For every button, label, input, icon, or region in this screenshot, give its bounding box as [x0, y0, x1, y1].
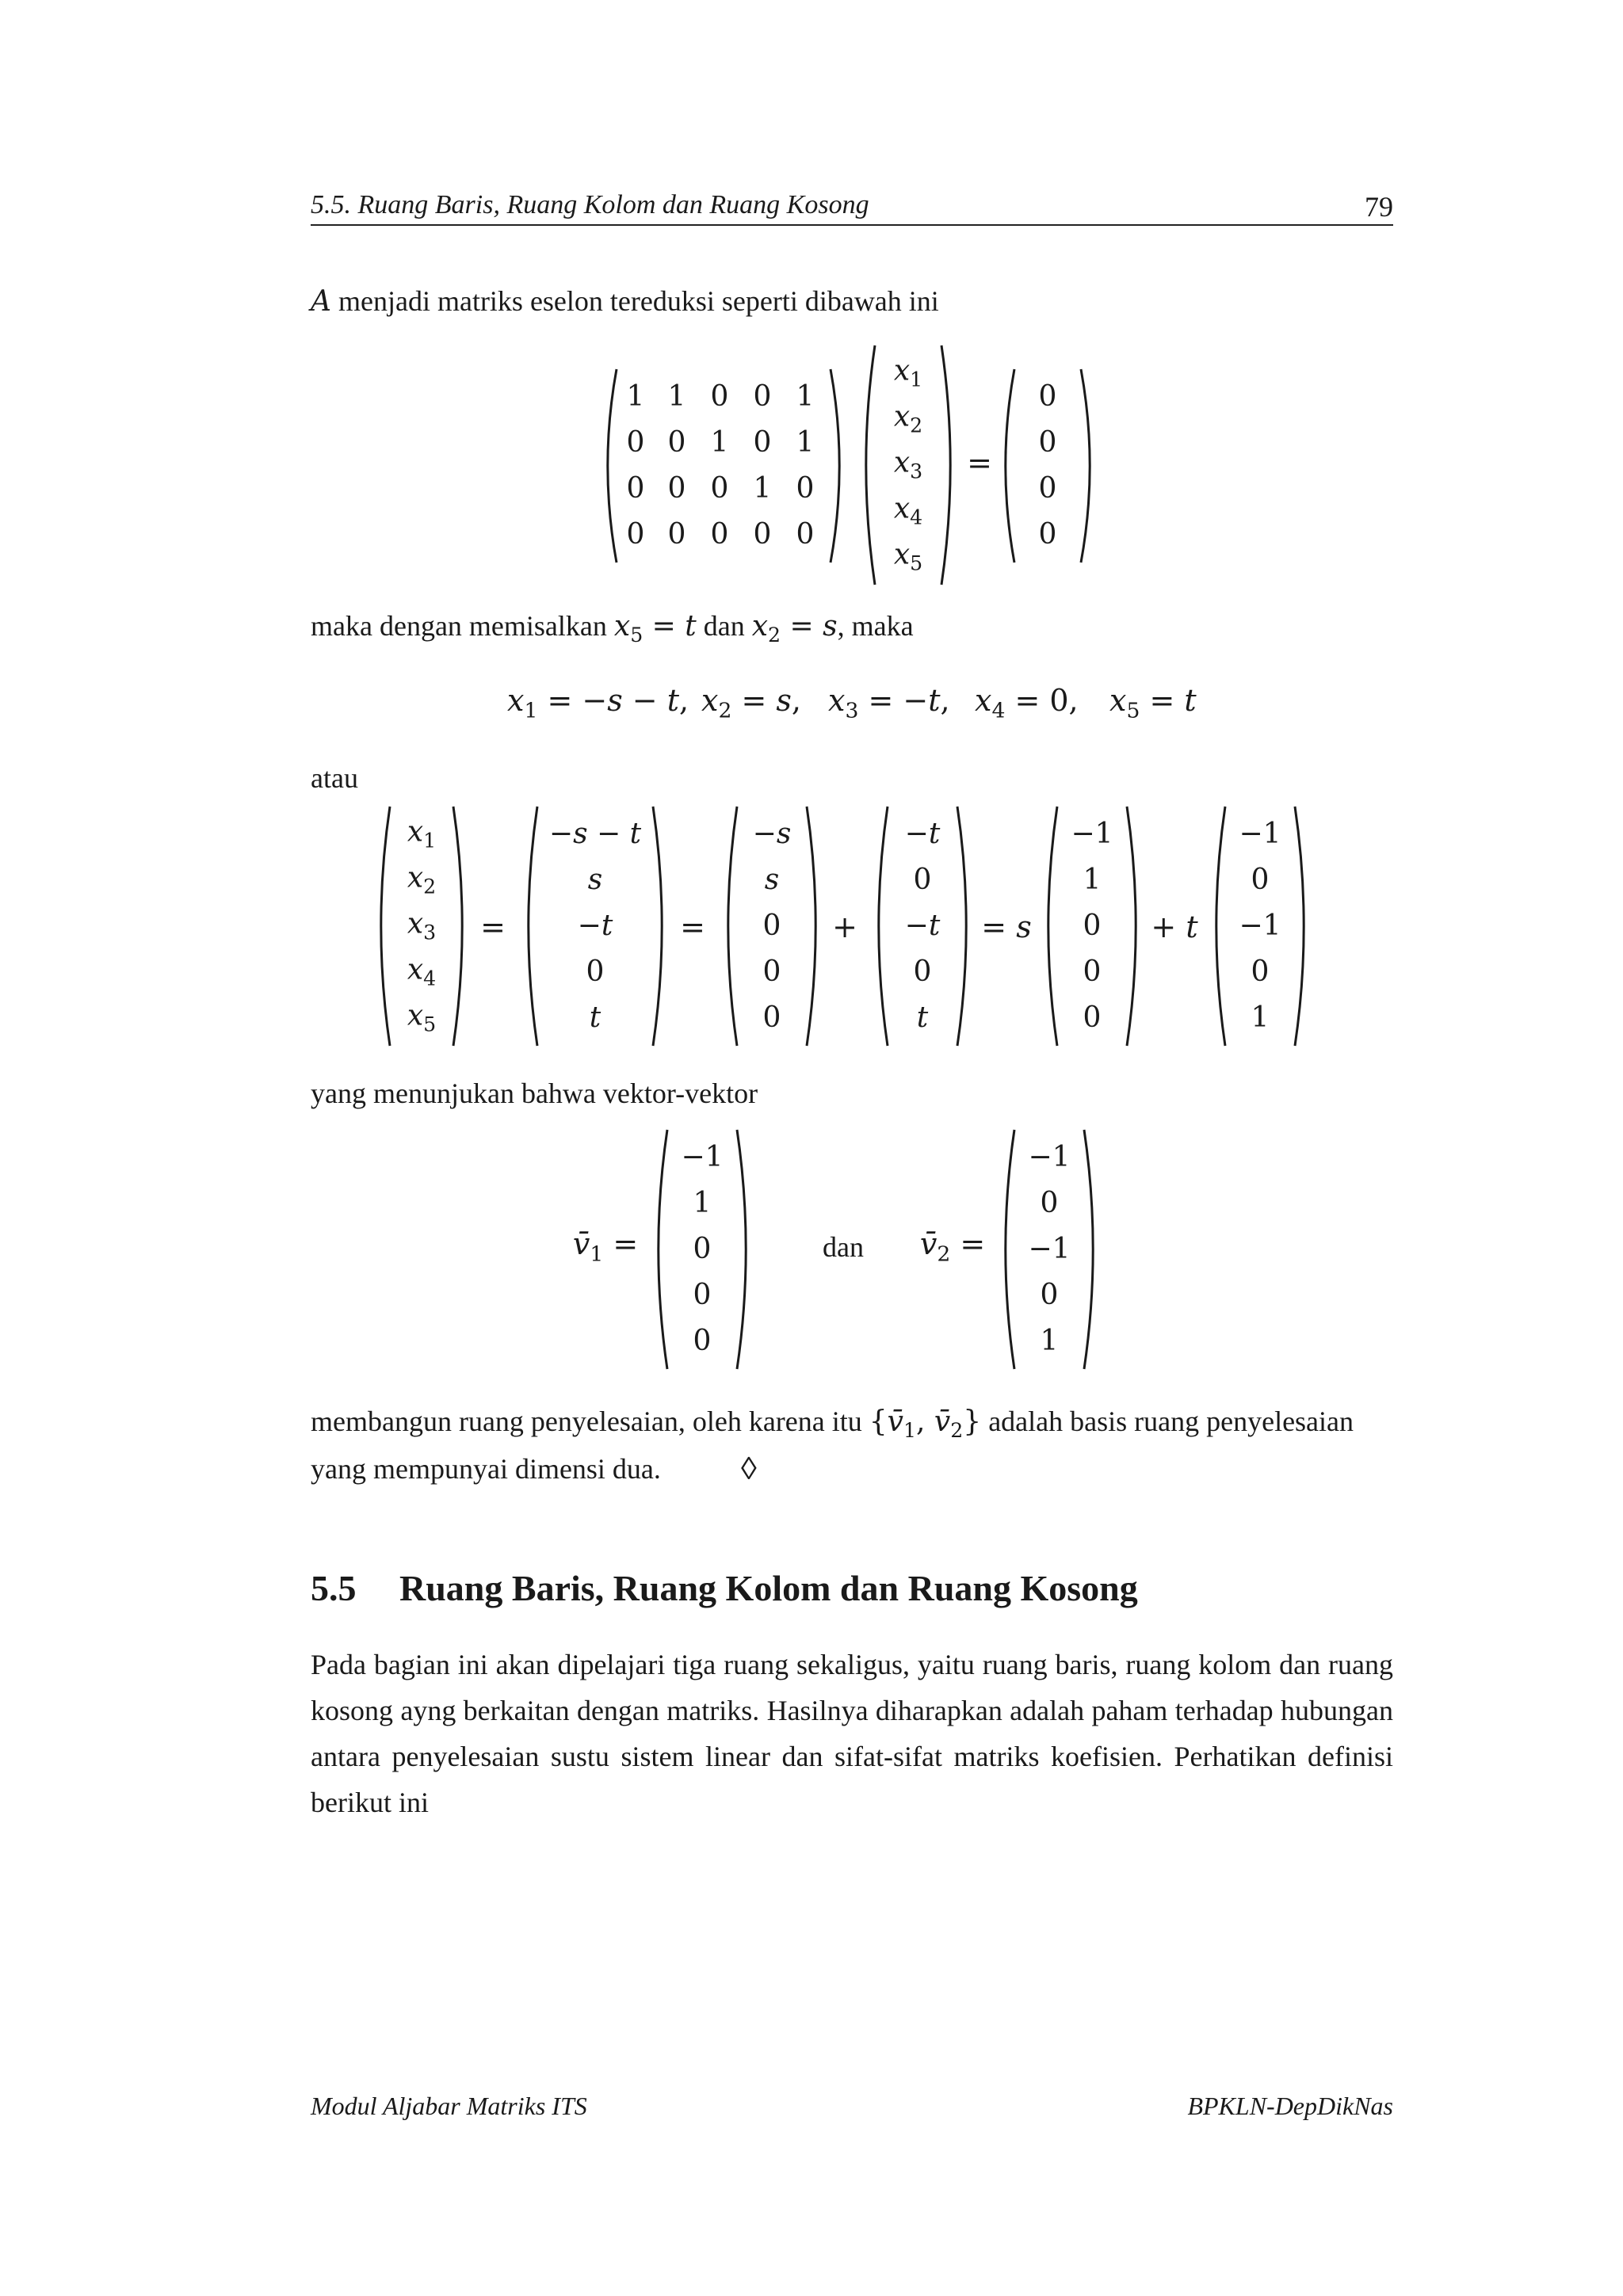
matrix-cell: −t [577, 910, 613, 942]
matrix-cell: 0 [913, 864, 932, 896]
substitution-lead: maka dengan memisalkan [311, 610, 614, 642]
intro-text: menjadi matriks eselon tereduksi seperti dibawah ini [331, 285, 939, 317]
equals-sign: = [480, 910, 506, 944]
right-paren [1084, 1130, 1093, 1369]
equals-sign: = [967, 445, 992, 480]
v2-label: $v̄_2$ = [919, 1226, 986, 1267]
matrix-cell: 0 [1251, 864, 1270, 896]
section-title: Ruang Baris, Ruang Kolom dan Ruang Kosong [399, 1568, 1138, 1608]
substitution-x5: $x_5 = t$ [613, 610, 697, 647]
unknowns-vector [861, 345, 956, 585]
matrix-cell: 0 [753, 380, 772, 413]
left-paren [879, 807, 888, 1046]
coefficient-matrix [602, 369, 845, 563]
solution-term: $x_3 = -t$, [828, 683, 950, 723]
matrix-cell: 0 [693, 1279, 712, 1311]
substitution-tail: , maka [837, 610, 914, 642]
dan-word: dan [823, 1231, 864, 1263]
right-paren [653, 807, 662, 1046]
matrix-cell: −1 [681, 1141, 724, 1173]
matrix-cell: 0 [796, 518, 815, 551]
right-paren [807, 807, 815, 1046]
substitution-line [311, 612, 914, 645]
matrix-cell: 0 [693, 1233, 712, 1265]
matrix-cell: $x_2$ [407, 861, 437, 898]
matrix-cell: −s − t [548, 818, 642, 850]
matrix-cell: −s [752, 818, 792, 850]
matrix-cell: 1 [667, 380, 686, 413]
end-diamond-icon: ◊ [741, 1451, 757, 1486]
matrix-cell: 0 [667, 426, 686, 459]
section-number: 5.5 [311, 1568, 357, 1608]
intro-line [311, 287, 939, 316]
matrix-cell: 1 [1083, 864, 1102, 896]
basis-s-vector [1043, 807, 1141, 1046]
t-part-vector [873, 807, 972, 1046]
plus-sign: + [832, 910, 857, 944]
matrix-cell: 1 [710, 426, 729, 459]
matrix-cell: 0 [1083, 1001, 1102, 1034]
matrix-cell: 0 [1038, 380, 1057, 413]
matrix-cell: $x_4$ [407, 953, 437, 990]
shows-text: yang menunjukan bahwa vektor-vektor [311, 1077, 758, 1109]
equals-s: = s [981, 910, 1032, 944]
v1-vector [653, 1130, 751, 1369]
conclusion-text-a: membangun ruang penyelesaian, oleh karena itu [311, 1405, 869, 1437]
matrix-cell: 0 [1038, 472, 1057, 505]
matrix-cell: $x_2$ [893, 400, 923, 437]
right-paren [1127, 807, 1136, 1046]
matrix-cell: 1 [753, 472, 772, 505]
matrix-cell: 0 [762, 910, 781, 942]
matrix-cell: $x_1$ [407, 815, 437, 852]
substitution-mid: dan [696, 610, 752, 642]
matrix-cell: −1 [1028, 1233, 1071, 1265]
matrix-cell: 0 [626, 426, 645, 459]
solution-term: $x_2 = s$, [701, 683, 801, 723]
matrix-cell: 0 [626, 472, 645, 505]
left-paren [529, 807, 537, 1046]
matrix-cell: 0 [710, 518, 729, 551]
basis-set: {$v̄_1$, $v̄_2$} [869, 1405, 982, 1443]
matrix-cell: $x_1$ [893, 354, 923, 391]
matrix-cell: s [587, 864, 603, 896]
matrix-cell: 1 [796, 380, 815, 413]
matrix-cell: 0 [667, 518, 686, 551]
running-header-title: 5.5. Ruang Baris, Ruang Kolom dan Ruang Kosong [311, 190, 869, 219]
matrix-cell: 0 [710, 472, 729, 505]
footer-left: Modul Aljabar Matriks ITS [311, 2092, 587, 2120]
left-paren [1048, 807, 1057, 1046]
substitution-x2: $x_2 = s$ [751, 610, 838, 647]
matrix-cell: t [916, 1001, 929, 1034]
paragraph-text: Pada bagian ini akan dipelajari tiga ruang sekaligus, yaitu ruang baris, ruang kolom dan ruang kosong ayng berkaitan dengan matriks. Hasilnya diharapkan adalah paham terhadap hubungan antara penyelesaian sustu sistem linear dan sifat-sifat matriks koefisien. Perhatikan definisi berikut ini [311, 1649, 1393, 1818]
matrix-cell: 0 [586, 955, 605, 988]
plus-t: + t [1151, 910, 1198, 944]
v2-vector [1000, 1130, 1098, 1369]
matrix-cell: 0 [1251, 955, 1270, 988]
matrix-cell: 0 [626, 518, 645, 551]
solution-vector [523, 807, 667, 1046]
zero-vector [1000, 369, 1095, 563]
matrix-cell: 0 [1040, 1279, 1059, 1311]
right-paren [1295, 807, 1304, 1046]
matrix-cell: $x_4$ [893, 492, 923, 529]
x-vector [376, 807, 468, 1046]
equals-sign: = [680, 910, 705, 944]
matrix-cell: t [589, 1001, 601, 1034]
right-paren [453, 807, 462, 1046]
v1-label: $v̄_1$ = [572, 1226, 639, 1267]
footer-right: BPKLN-DepDikNas [1187, 2092, 1393, 2120]
atau-word: atau [311, 762, 358, 794]
right-paren [831, 369, 839, 563]
matrix-cell: 0 [753, 426, 772, 459]
conclusion-line-1 [311, 1405, 1354, 1443]
left-paren [659, 1130, 667, 1369]
matrix-cell: −t [904, 818, 941, 850]
header-rule [311, 224, 1393, 226]
matrix-cell: 0 [753, 518, 772, 551]
matrix-cell: 1 [1251, 1001, 1270, 1034]
matrix-cell: 0 [796, 472, 815, 505]
s-part-vector [723, 807, 821, 1046]
matrix-cell: 0 [1083, 955, 1102, 988]
left-paren [608, 369, 617, 563]
left-paren [381, 807, 390, 1046]
matrix-cell: $x_5$ [893, 538, 923, 575]
solution-line [507, 683, 1220, 723]
left-paren [1216, 807, 1225, 1046]
left-paren [866, 345, 875, 585]
matrix-cell: 0 [762, 955, 781, 988]
matrix-cell: $x_5$ [407, 999, 437, 1036]
matrix-cell: 0 [762, 1001, 781, 1034]
conclusion-line-2: yang mempunyai dimensi dua. [311, 1453, 661, 1485]
matrix-cell: 0 [1040, 1187, 1059, 1219]
matrix-cell: 0 [667, 472, 686, 505]
section-heading [311, 1567, 1138, 1609]
matrix-cell: 1 [796, 426, 815, 459]
matrix-cell: −1 [1239, 818, 1281, 850]
basis-t-vector [1211, 807, 1309, 1046]
section-paragraph [311, 1642, 1393, 1825]
matrix-cell: 0 [710, 380, 729, 413]
solution-term: $x_1 = -s - t$, [507, 683, 689, 723]
matrix-cell: −1 [1239, 910, 1281, 942]
matrix-cell: $x_3$ [893, 446, 923, 483]
matrix-cell: 0 [1038, 426, 1057, 459]
matrix-cell: 1 [693, 1187, 712, 1219]
matrix-cell: 0 [1083, 910, 1102, 942]
matrix-cell: −1 [1028, 1141, 1071, 1173]
solution-term: $x_5 = t$ [1109, 683, 1197, 723]
matrix-cell: 0 [693, 1325, 712, 1357]
solution-term: $x_4 = 0$, [975, 683, 1079, 723]
matrix-cell: 0 [913, 955, 932, 988]
left-paren [1006, 1130, 1014, 1369]
right-paren [737, 1130, 746, 1369]
page-number: 79 [1365, 191, 1393, 223]
conclusion-text-b: adalah basis ruang penyelesaian [981, 1405, 1354, 1437]
matrix-cell: −t [904, 910, 941, 942]
intro-var: A [311, 285, 331, 318]
matrix-cell: −1 [1071, 818, 1113, 850]
left-paren [1006, 369, 1014, 563]
left-paren [728, 807, 737, 1046]
right-paren [1081, 369, 1090, 563]
matrix-cell: $x_3$ [407, 907, 437, 944]
matrix-cell: 1 [1040, 1325, 1059, 1357]
right-paren [957, 807, 966, 1046]
right-paren [941, 345, 950, 585]
matrix-cell: 0 [1038, 518, 1057, 551]
matrix-cell: s [764, 864, 780, 896]
matrix-cell: 1 [626, 380, 645, 413]
